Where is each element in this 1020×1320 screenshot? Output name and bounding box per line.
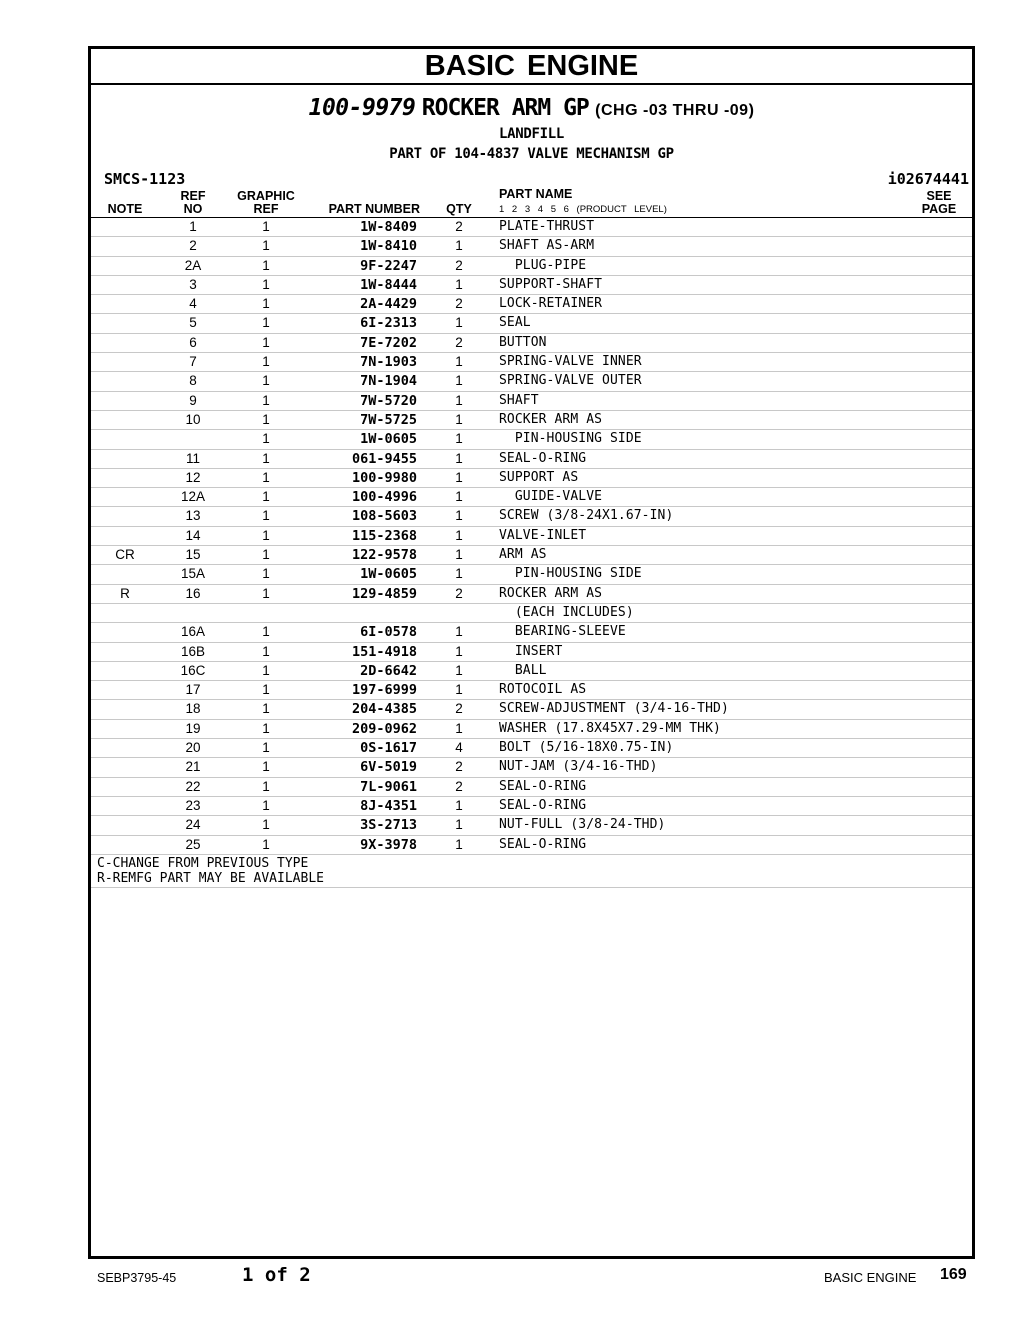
smcs-row xyxy=(91,169,972,189)
notes-block xyxy=(91,855,972,888)
cell-ref-no: 16A xyxy=(180,624,206,640)
group-parent: PART OF 104-4837 VALVE MECHANISM GP xyxy=(389,146,674,162)
cell-part-number: 100-9980 xyxy=(351,469,417,486)
cell-part-number: 7E-7202 xyxy=(360,334,417,351)
cell-qty: 2 xyxy=(455,257,463,273)
cell-part-name: NUT-JAM (3/4-16-THD) xyxy=(499,759,658,775)
cell-graphic-ref: 1 xyxy=(262,527,270,543)
footer-document-number: SEBP3795-45 xyxy=(97,1271,177,1285)
document-id: i02674441 xyxy=(887,170,969,188)
cell-qty: 1 xyxy=(455,489,463,505)
cell-note: R xyxy=(120,585,130,601)
cell-graphic-ref: 1 xyxy=(262,585,270,601)
table-row xyxy=(91,372,972,391)
cell-ref-no: 10 xyxy=(185,411,201,427)
cell-qty: 1 xyxy=(455,624,463,640)
cell-qty: 2 xyxy=(455,701,463,717)
table-row xyxy=(91,430,972,449)
cell-part-name: SEAL-O-RING xyxy=(499,836,587,852)
cell-part-number: 9X-3978 xyxy=(360,836,417,853)
cell-qty: 1 xyxy=(455,431,463,447)
table-row xyxy=(91,836,972,855)
cell-qty: 1 xyxy=(455,238,463,254)
cell-ref-no: 16B xyxy=(180,643,206,659)
cell-graphic-ref: 1 xyxy=(262,547,270,563)
cell-ref-no: 4 xyxy=(189,296,197,312)
cell-qty: 2 xyxy=(455,759,463,775)
table-row xyxy=(91,295,972,314)
cell-graphic-ref: 1 xyxy=(262,219,270,234)
table-row xyxy=(91,739,972,758)
cell-part-name: BOLT (5/16-18X0.75-IN) xyxy=(499,740,674,756)
cell-part-number: 7W-5725 xyxy=(360,411,417,428)
table-row xyxy=(91,314,972,333)
cell-ref-no: 8 xyxy=(189,373,197,389)
cell-part-name: ARM AS xyxy=(499,547,547,563)
cell-part-name: SHAFT AS-ARM xyxy=(499,238,595,254)
cell-qty: 1 xyxy=(455,411,463,427)
cell-qty: 2 xyxy=(455,296,463,312)
cell-qty: 1 xyxy=(455,276,463,292)
cell-part-name: WASHER (17.8X45X7.29-MM THK) xyxy=(499,720,721,736)
table-row xyxy=(91,469,972,488)
cell-qty: 1 xyxy=(455,354,463,370)
cell-part-number: 1W-0605 xyxy=(360,431,417,448)
cell-ref-no: 2 xyxy=(189,238,197,254)
cell-part-name: SCREW (3/8-24X1.67-IN) xyxy=(499,508,674,524)
table-row xyxy=(91,276,972,295)
cell-part-number: 1W-8409 xyxy=(360,219,417,235)
cell-ref-no: 23 xyxy=(185,797,201,813)
cell-qty: 1 xyxy=(455,392,463,408)
table-row xyxy=(91,411,972,430)
cell-ref-no: 2A xyxy=(184,257,202,273)
cell-graphic-ref: 1 xyxy=(262,276,270,292)
cell-part-name: SPRING-VALVE OUTER xyxy=(499,373,642,389)
table-row xyxy=(91,237,972,256)
cell-graphic-ref: 1 xyxy=(262,489,270,505)
cell-qty: 1 xyxy=(455,450,463,466)
cell-ref-no: 17 xyxy=(185,682,201,698)
header-ref-bottom: NO xyxy=(183,202,203,216)
cell-qty: 1 xyxy=(455,527,463,543)
cell-part-number: 1W-0605 xyxy=(360,566,417,583)
group-number: 100-9979 xyxy=(308,95,416,121)
cell-graphic-ref: 1 xyxy=(262,624,270,640)
cell-qty: 1 xyxy=(455,720,463,736)
cell-note: CR xyxy=(115,547,135,563)
cell-part-name: ROCKER ARM AS xyxy=(499,585,603,601)
cell-part-number: 061-9455 xyxy=(351,450,417,467)
cell-ref-no: 24 xyxy=(185,817,201,833)
cell-part-name: PLATE-THRUST xyxy=(499,219,595,234)
cell-part-name: SEAL-O-RING xyxy=(499,450,587,466)
cell-ref-no: 22 xyxy=(185,778,201,794)
cell-part-name: (EACH INCLUDES) xyxy=(499,604,634,620)
cell-part-name: NUT-FULL (3/8-24-THD) xyxy=(499,817,666,833)
cell-graphic-ref: 1 xyxy=(262,450,270,466)
table-row xyxy=(91,218,972,237)
cell-graphic-ref: 1 xyxy=(262,296,270,312)
cell-qty: 1 xyxy=(455,817,463,833)
cell-part-number: 129-4859 xyxy=(351,585,417,602)
table-row xyxy=(91,778,972,797)
cell-part-number: 197-6999 xyxy=(351,682,417,699)
cell-graphic-ref: 1 xyxy=(262,778,270,794)
cell-ref-no: 1 xyxy=(189,219,197,234)
cell-qty: 2 xyxy=(455,219,463,234)
cell-part-name: VALVE-INLET xyxy=(499,527,587,543)
cell-ref-no: 15 xyxy=(185,547,201,563)
cell-qty: 1 xyxy=(455,547,463,563)
cell-graphic-ref: 1 xyxy=(262,643,270,659)
cell-part-number: 151-4918 xyxy=(351,643,417,660)
header-part-name: PART NAME xyxy=(499,187,573,201)
cell-ref-no: 15A xyxy=(180,566,206,582)
cell-part-name: GUIDE-VALVE xyxy=(499,489,603,505)
cell-graphic-ref: 1 xyxy=(262,373,270,389)
cell-graphic-ref: 1 xyxy=(262,431,270,447)
cell-ref-no: 3 xyxy=(189,276,197,292)
cell-graphic-ref: 1 xyxy=(262,701,270,717)
cell-ref-no: 9 xyxy=(189,392,197,408)
group-title-block xyxy=(91,94,972,164)
header-see-bottom: PAGE xyxy=(921,202,957,216)
table-row xyxy=(91,623,972,642)
cell-part-name: PIN-HOUSING SIDE xyxy=(499,566,642,582)
table-row xyxy=(91,700,972,719)
footer-page-number: 169 xyxy=(940,1266,967,1283)
cell-qty: 1 xyxy=(455,662,463,678)
header-qty: QTY xyxy=(446,202,472,216)
cell-part-number: 6I-0578 xyxy=(360,624,417,641)
cell-part-number: 7N-1904 xyxy=(360,373,417,390)
group-application: LANDFILL xyxy=(498,126,565,142)
cell-qty: 1 xyxy=(455,643,463,659)
cell-part-name: SPRING-VALVE INNER xyxy=(499,354,642,370)
cell-part-number: 6V-5019 xyxy=(360,759,417,776)
page-footer xyxy=(0,1262,1020,1292)
cell-ref-no: 6 xyxy=(189,334,197,350)
cell-graphic-ref: 1 xyxy=(262,334,270,350)
cell-qty: 1 xyxy=(455,508,463,524)
cell-graphic-ref: 1 xyxy=(262,257,270,273)
cell-graphic-ref: 1 xyxy=(262,354,270,370)
cell-graphic-ref: 1 xyxy=(262,411,270,427)
cell-qty: 2 xyxy=(455,778,463,794)
cell-qty: 1 xyxy=(455,469,463,485)
cell-part-number: 209-0962 xyxy=(351,720,417,737)
cell-graphic-ref: 1 xyxy=(262,662,270,678)
cell-part-name: SEAL-O-RING xyxy=(499,778,587,794)
table-row xyxy=(91,585,972,604)
table-row xyxy=(91,643,972,662)
cell-part-name: BUTTON xyxy=(499,334,547,350)
smcs-code: SMCS-1123 xyxy=(104,170,186,188)
cell-ref-no: 18 xyxy=(185,701,201,717)
table-row xyxy=(91,816,972,835)
cell-ref-no: 16 xyxy=(185,585,201,601)
cell-ref-no: 5 xyxy=(189,315,197,331)
cell-part-number: 1W-8410 xyxy=(360,238,417,255)
table-row xyxy=(91,450,972,469)
note-line: R-REMFG PART MAY BE AVAILABLE xyxy=(97,870,324,886)
table-row xyxy=(91,546,972,565)
table-row xyxy=(91,565,972,584)
cell-part-number: 122-9578 xyxy=(351,547,417,564)
cell-part-name: ROCKER ARM AS xyxy=(499,411,603,427)
header-part-number: PART NUMBER xyxy=(328,202,420,216)
cell-graphic-ref: 1 xyxy=(262,817,270,833)
cell-part-name: SCREW-ADJUSTMENT (3/4-16-THD) xyxy=(499,701,729,717)
cell-ref-no: 13 xyxy=(185,508,201,524)
cell-part-name: SHAFT xyxy=(499,392,539,408)
cell-part-number: 115-2368 xyxy=(351,527,417,544)
table-row xyxy=(91,797,972,816)
cell-graphic-ref: 1 xyxy=(262,682,270,698)
cell-qty: 1 xyxy=(455,682,463,698)
cell-part-number: 7W-5720 xyxy=(360,392,417,409)
cell-graphic-ref: 1 xyxy=(262,566,270,582)
group-name: ROCKER ARM GP xyxy=(421,95,589,121)
cell-ref-no: 25 xyxy=(185,836,201,852)
cell-part-number: 3S-2713 xyxy=(360,817,417,834)
cell-graphic-ref: 1 xyxy=(262,720,270,736)
cell-part-number: 100-4996 xyxy=(351,489,417,506)
cell-graphic-ref: 1 xyxy=(262,469,270,485)
cell-part-number: 2D-6642 xyxy=(360,662,417,679)
cell-graphic-ref: 1 xyxy=(262,836,270,852)
cell-ref-no: 11 xyxy=(185,450,200,466)
cell-ref-no: 20 xyxy=(185,740,201,756)
table-row xyxy=(91,257,972,276)
cell-ref-no: 21 xyxy=(185,759,201,775)
cell-ref-no: 14 xyxy=(185,527,201,543)
cell-graphic-ref: 1 xyxy=(262,797,270,813)
table-row xyxy=(91,604,972,623)
parts-table-body xyxy=(91,218,972,855)
cell-graphic-ref: 1 xyxy=(262,740,270,756)
cell-qty: 1 xyxy=(455,836,463,852)
table-row xyxy=(91,334,972,353)
cell-part-number: 1W-8444 xyxy=(360,276,417,293)
cell-part-number: 7L-9061 xyxy=(360,778,417,795)
header-note: NOTE xyxy=(107,202,143,216)
cell-part-name: LOCK-RETAINER xyxy=(499,296,603,312)
cell-part-name: SEAL-O-RING xyxy=(499,797,587,813)
cell-graphic-ref: 1 xyxy=(262,759,270,775)
header-graphic-bottom: REF xyxy=(253,202,279,216)
section-banner: BASIC ENGINE xyxy=(91,49,972,85)
cell-ref-no: 12A xyxy=(180,489,206,505)
table-row xyxy=(91,681,972,700)
cell-part-name: INSERT xyxy=(499,643,563,659)
note-line: C-CHANGE FROM PREVIOUS TYPE xyxy=(97,855,309,871)
cell-ref-no: 7 xyxy=(189,354,197,370)
table-row xyxy=(91,720,972,739)
cell-graphic-ref: 1 xyxy=(262,238,270,254)
footer-section: BASIC ENGINE xyxy=(824,1270,917,1285)
cell-qty: 4 xyxy=(455,740,463,756)
cell-part-name: SEAL xyxy=(499,315,531,331)
table-row xyxy=(91,527,972,546)
cell-ref-no: 16C xyxy=(180,662,206,678)
cell-qty: 1 xyxy=(455,797,463,813)
cell-part-number: 9F-2247 xyxy=(360,257,417,274)
cell-qty: 2 xyxy=(455,334,463,350)
table-row xyxy=(91,392,972,411)
cell-part-number: 0S-1617 xyxy=(360,740,417,757)
cell-ref-no: 12 xyxy=(185,469,201,485)
table-row xyxy=(91,507,972,526)
cell-part-name: BEARING-SLEEVE xyxy=(499,624,626,640)
cell-part-name: PLUG-PIPE xyxy=(499,257,587,273)
cell-part-number: 108-5603 xyxy=(351,508,417,525)
cell-part-name: SUPPORT AS xyxy=(499,469,579,485)
cell-part-name: PIN-HOUSING SIDE xyxy=(499,431,642,447)
group-change-range: (CHG -03 THRU -09) xyxy=(595,102,755,119)
footer-page-of: 1 of 2 xyxy=(242,1264,311,1286)
table-row xyxy=(91,488,972,507)
cell-part-number: 2A-4429 xyxy=(360,296,417,313)
cell-ref-no: 19 xyxy=(185,720,201,736)
header-product-level: 1 2 3 4 5 6 (PRODUCT LEVEL) xyxy=(499,204,667,215)
cell-graphic-ref: 1 xyxy=(262,392,270,408)
cell-graphic-ref: 1 xyxy=(262,508,270,524)
cell-qty: 2 xyxy=(455,585,463,601)
table-row xyxy=(91,353,972,372)
header-graphic-top: GRAPHIC xyxy=(237,189,295,203)
cell-qty: 1 xyxy=(455,566,463,582)
cell-part-number: 204-4385 xyxy=(351,701,417,718)
cell-part-number: 7N-1903 xyxy=(360,354,417,371)
cell-part-name: ROTOCOIL AS xyxy=(499,682,587,698)
cell-part-name: BALL xyxy=(499,662,547,678)
table-row xyxy=(91,758,972,777)
group-title xyxy=(91,94,972,124)
header-ref-top: REF xyxy=(180,189,206,203)
cell-part-number: 8J-4351 xyxy=(360,797,417,814)
cell-graphic-ref: 1 xyxy=(262,315,270,331)
cell-part-name: SUPPORT-SHAFT xyxy=(499,276,603,292)
column-headers xyxy=(91,189,972,218)
table-row xyxy=(91,662,972,681)
cell-part-number: 6I-2313 xyxy=(360,315,417,332)
cell-qty: 1 xyxy=(455,373,463,389)
header-see-top: SEE xyxy=(926,189,952,203)
parts-page-frame xyxy=(88,46,975,1259)
cell-qty: 1 xyxy=(455,315,463,331)
